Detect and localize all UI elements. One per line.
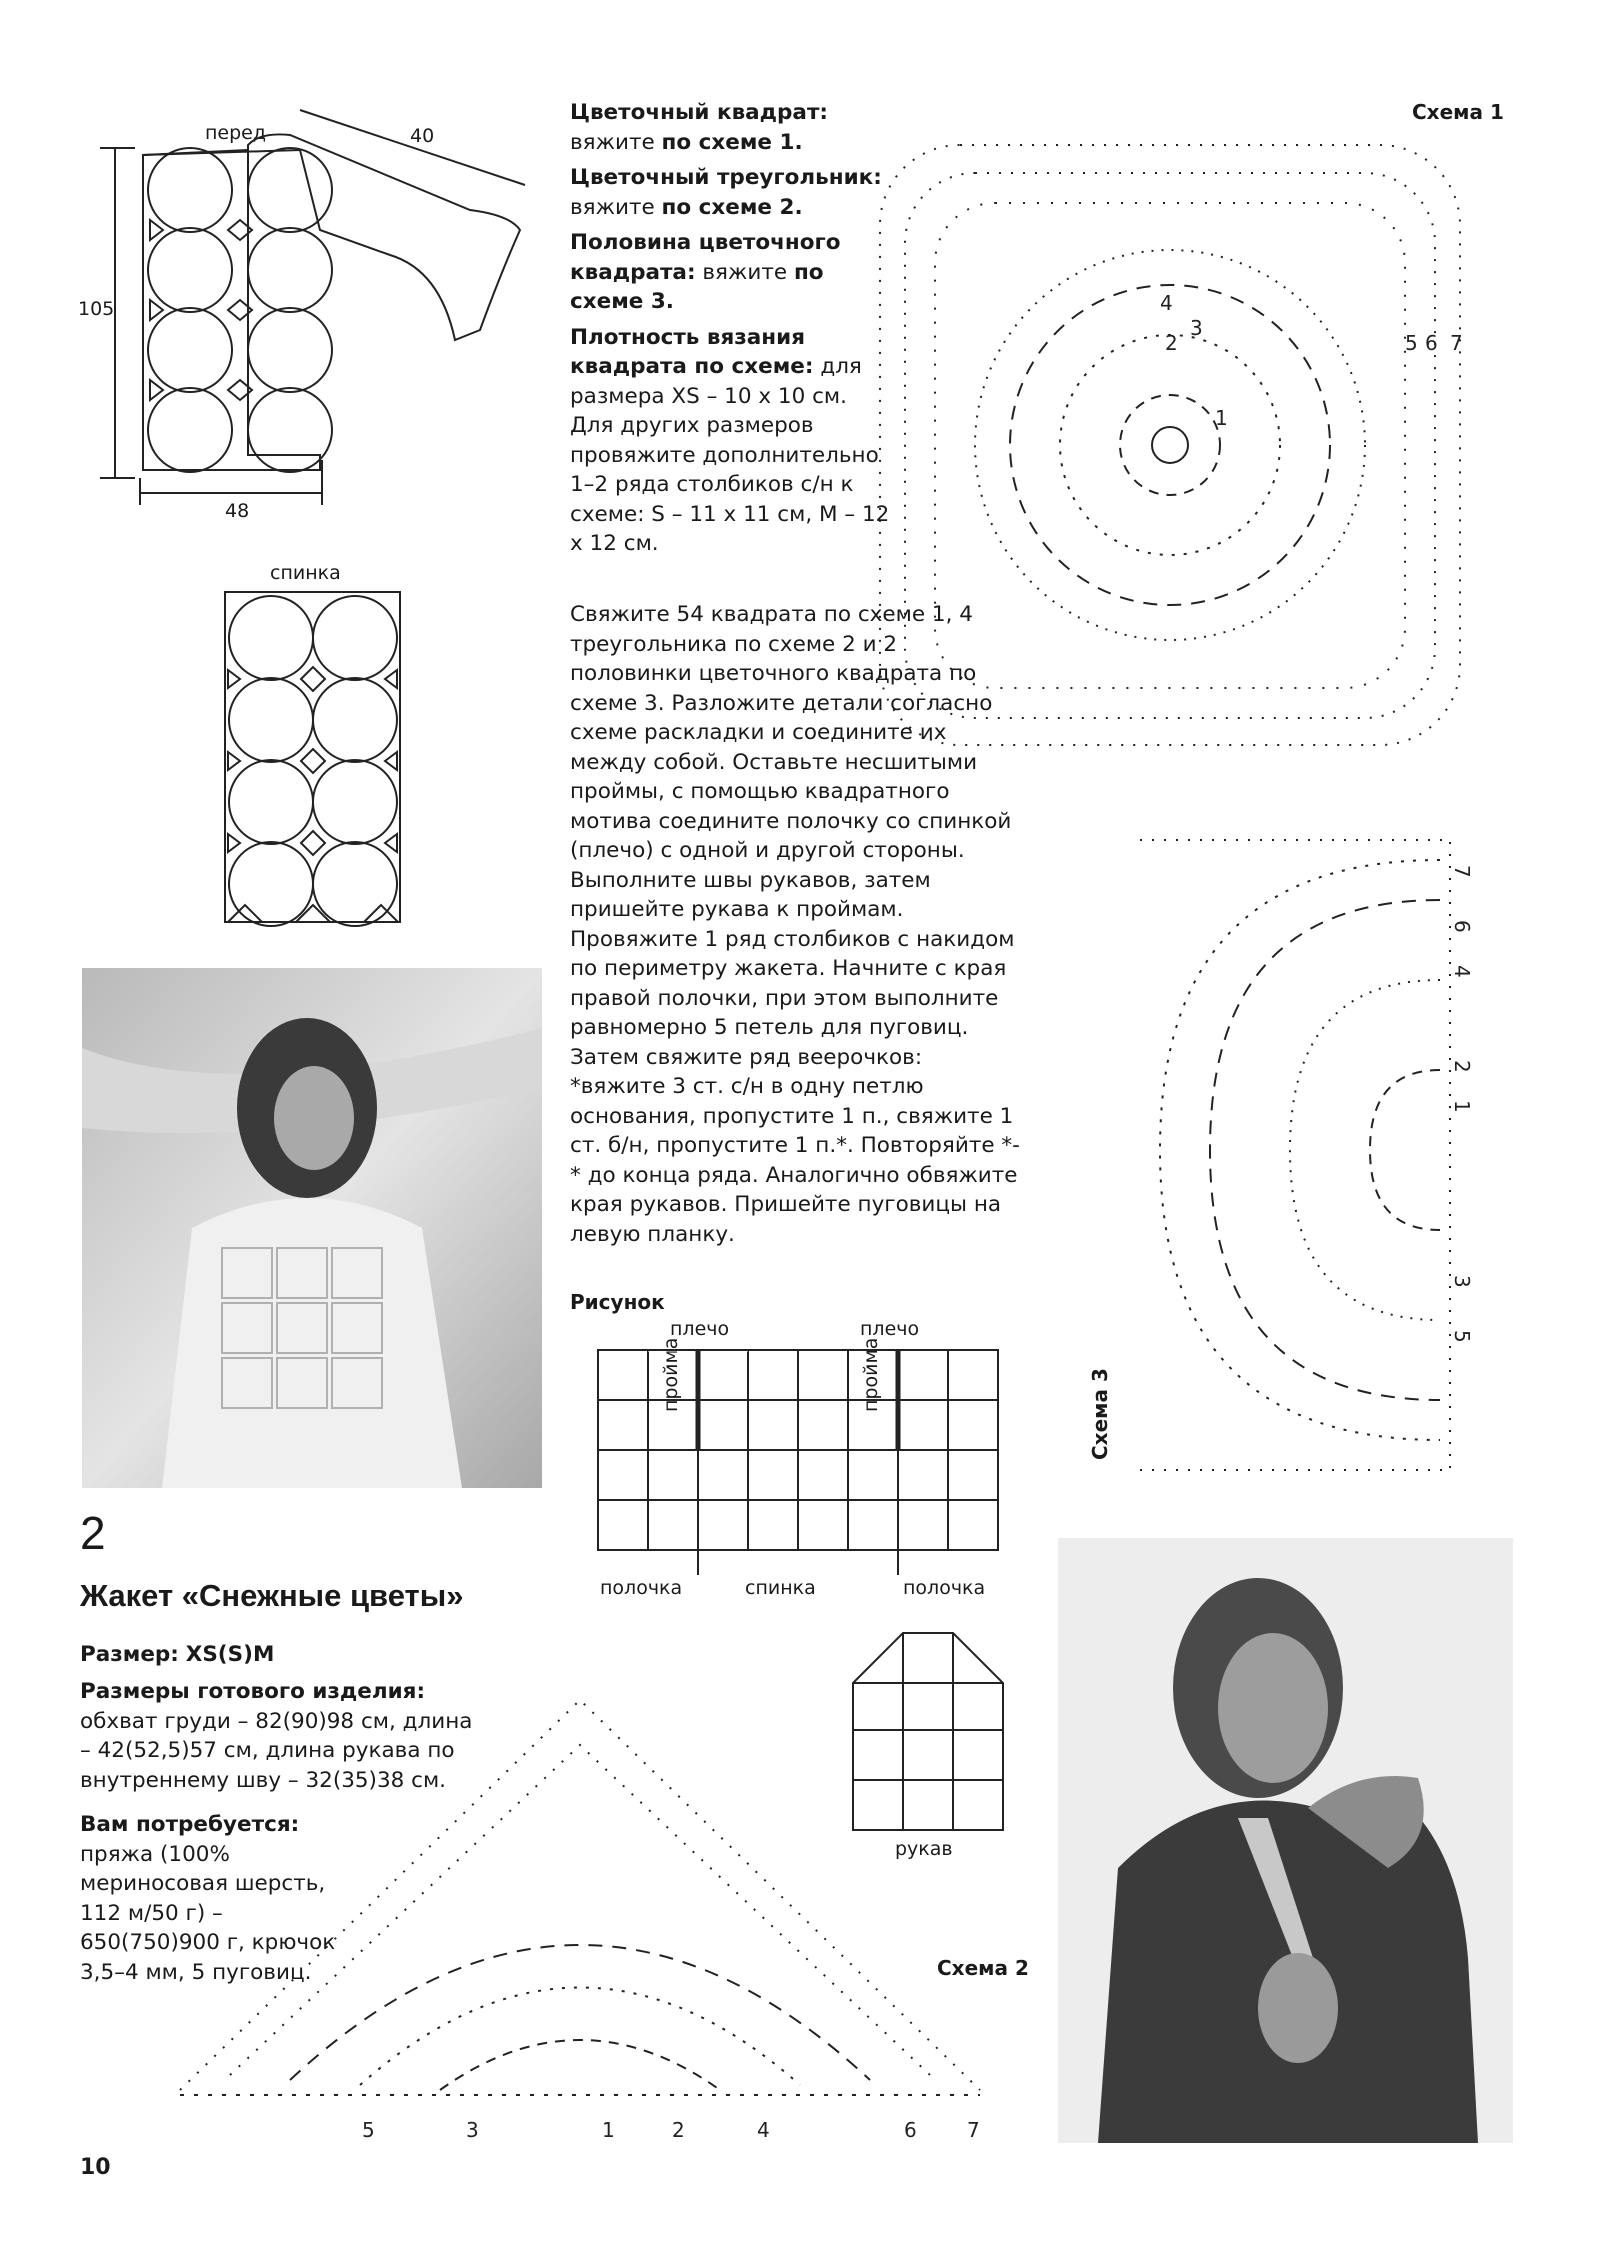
shoulder-label-left: плечо [670,1318,730,1340]
scheme1-row-5: 5 [1405,331,1418,355]
size-label: Размер: [80,1642,179,1667]
scheme3-row-7: 7 [1450,865,1474,878]
scheme2-row-2: 2 [672,2118,685,2142]
figure-title: Рисунок [570,1290,665,1314]
finished-label: Размеры готового изделия: [80,1679,426,1704]
scheme3-row-4: 4 [1450,965,1474,978]
scheme2-row-1: 1 [602,2118,615,2142]
materials-text: пряжа (100% мериносовая шерсть, 112 м/50 г) – 650(750)900 г, крючок 3,5–4 мм, 5 пуговиц. [80,1841,336,1985]
scheme1-chart [860,135,1520,775]
front-label-left: полочка [600,1577,683,1599]
materials-label: Вам потребуется: [80,1812,300,1837]
armhole-label-left: пройма [660,1337,682,1412]
scheme2-row-3: 3 [466,2118,479,2142]
back-label: спинка [745,1577,816,1599]
p4: Плотность вязания квадрата по схеме: для размера XS – 10 x 10 см. Для других размеров провяжите дополнительно 1–2 ряда столбиков с/н к схеме: S – 11 x 11 см, M – 12 x 12 см. [570,324,890,556]
scheme2-row-7: 7 [967,2118,980,2142]
scheme1-row-2: 2 [1165,331,1178,355]
section-number: 2 [80,1507,106,1559]
scheme1-row-7: 7 [1450,331,1463,355]
scheme2-row-4: 4 [757,2118,770,2142]
schematic-front-label: перед [205,122,266,144]
finished-text: обхват груди – 82(90)98 см, длина – 42(52,5)57 см, длина рукава по внутреннему шву – 32(35)38 см. [80,1708,473,1793]
size-value: XS(S)M [185,1642,275,1667]
height-label: 105 [78,298,115,320]
shoulder-label-right: плечо [860,1318,920,1340]
scheme1-row-3: 3 [1190,316,1203,340]
p5: Свяжите 54 квадрата по схеме 1, 4 треугольника по схеме 2 и 2 половинки цветочного квадрата по схеме 3. Разложите детали согласно схеме раскладки и соедините их между собой. Оставьте несшитыми проймы, с помощью квадратного мотива соедините полочку со спинкой (плечо) с одной и другой стороны. Выполните швы рукавов, затем пришейте рукава к проймам. Провяжите 1 ряд столбиков с накидом по периметру жакета. Начните с края правой полочки, при этом выполните равномерно 5 петель для пуговиц. Затем свяжите ряд веерочков: *вяжите 3 ст. с/н в одну петлю основания, пропустите 1 п., свяжите 1 ст. б/н, пропустите 1 п.*. Повторяйте *-* до конца ряда. Аналогично обвяжите края рукавов. Пришейте пуговицы на левую планку. [570,602,1020,1247]
scheme3-title: Схема 3 [1088,1368,1112,1460]
scheme3-chart [1120,830,1500,1470]
scheme3-row-5: 5 [1450,1330,1474,1343]
scheme3-row-2: 2 [1450,1060,1474,1073]
page-title: Жакет «Снежные цветы» [80,1578,464,1613]
model-photo-dark-jacket [1058,1538,1513,2143]
scheme2-row-6: 6 [904,2118,917,2142]
scheme1-title: Схема 1 [1412,100,1504,124]
scheme1-row-6: 6 [1425,331,1438,355]
scheme3-row-1: 1 [1450,1100,1474,1113]
scheme2-row-5: 5 [362,2118,375,2142]
p1: Цветочный квадрат: вяжите по схеме 1. [570,100,828,155]
width-label: 48 [225,500,250,522]
page-number: 10 [80,2155,111,2180]
scheme1-row-4: 4 [1160,291,1173,315]
schematic-back-label: спинка [270,562,341,584]
front-label-right: полочка [903,1577,986,1599]
p2: Цветочный треугольник: вяжите по схеме 2. [570,165,882,220]
armhole-label-right: пройма [860,1337,882,1412]
scheme3-row-6: 6 [1450,920,1474,933]
scheme3-row-3: 3 [1450,1275,1474,1288]
sleeve-length-label: 40 [410,125,435,147]
scheme2-chart [170,1690,1030,2150]
sleeve-label: рукав [895,1838,953,1860]
scheme1-row-1: 1 [1215,406,1228,430]
scheme2-title: Схема 2 [937,1956,1029,1980]
p3: Половина цветочного квадрата: вяжите по схеме 3. [570,230,841,314]
